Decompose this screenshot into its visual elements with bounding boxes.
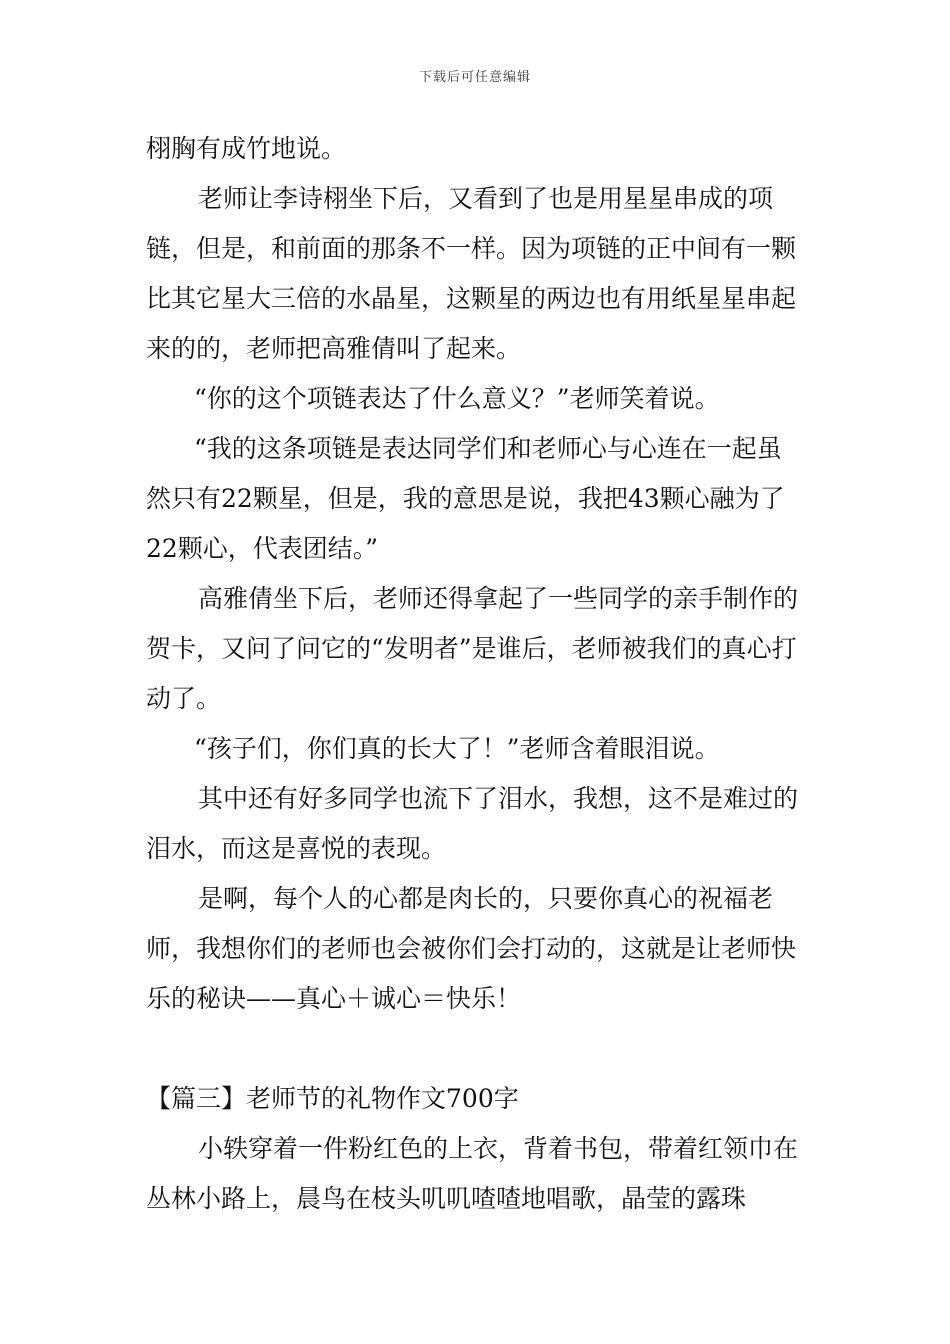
paragraph: “你的这个项链表达了什么意义？”老师笑着说。 — [194, 384, 720, 413]
section-heading: 【篇三】老师节的礼物作文700字 — [146, 1084, 519, 1113]
paragraph: 老师让李诗栩坐下后，又看到了也是用星星串成的项链，但是，和前面的那条不一样。因为项链的正中间有一颗比其它星大三倍的水晶星，这颗星的两边也有用纸星星串起来的的，老师把高雅倩叫了起来。 — [146, 184, 797, 363]
paragraph: “孩子们，你们真的长大了！”老师含着眼泪说。 — [194, 734, 720, 763]
paragraph: “我的这条项链是表达同学们和老师心与心连在一起虽然只有22颗星，但是，我的意思是说，我把43颗心融为了22颗心，代表团结。” — [146, 434, 785, 563]
paragraph: 栩胸有成竹地说。 — [146, 134, 347, 163]
page-header: 下载后可任意编辑 — [418, 70, 531, 85]
paragraph: 小轶穿着一件粉红色的上衣，背着书包，带着红领巾在丛林小路上，晨鸟在枝头叽叽喳喳地唱歌，晶莹的露珠 — [146, 1134, 799, 1213]
paragraph: 高雅倩坐下后，老师还得拿起了一些同学的亲手制作的贺卡，又问了问它的“发明者”是谁后，老师被我们的真心打动了。 — [146, 584, 799, 713]
paragraph: 其中还有好多同学也流下了泪水，我想，这不是难过的泪水，而这是喜悦的表现。 — [146, 784, 799, 863]
document-body — [146, 124, 806, 1224]
paragraph: 是啊，每个人的心都是肉长的，只要你真心的祝福老师，我想你们的老师也会被你们会打动的，这就是让老师快乐的秘诀——真心＋诚心＝快乐！ — [146, 884, 797, 1013]
